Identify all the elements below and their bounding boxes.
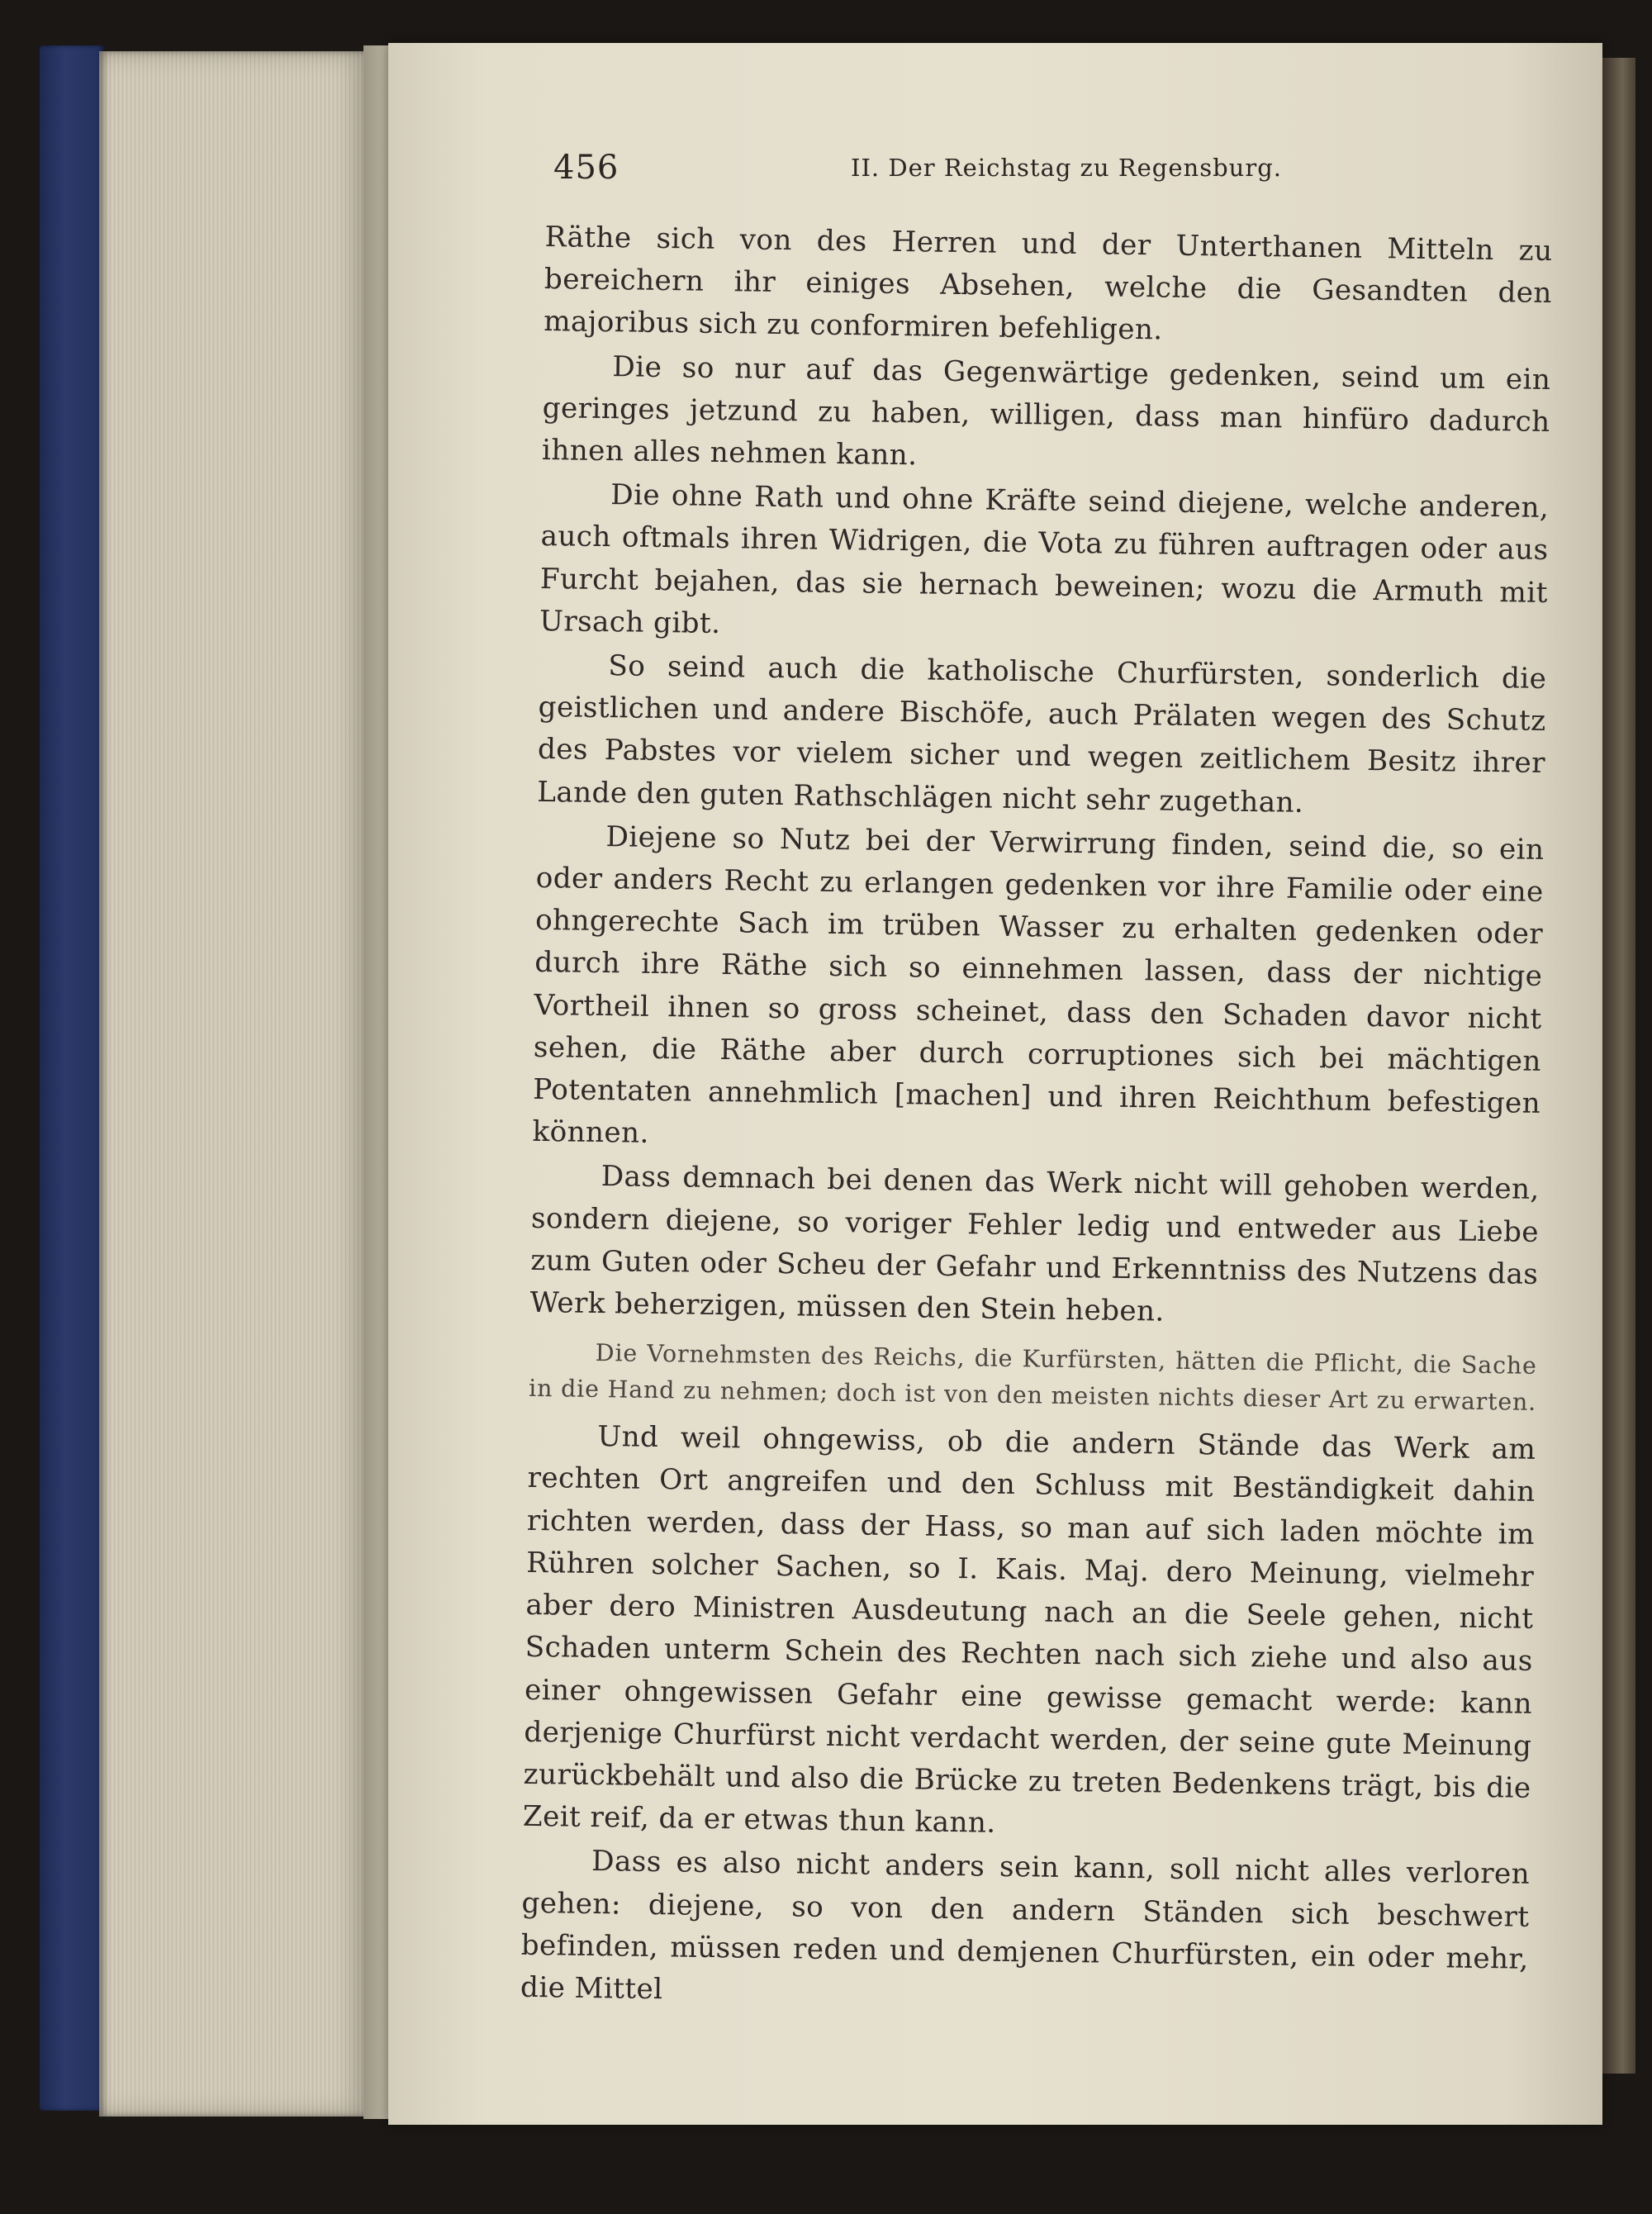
paragraph: Dass demnach bei denen das Werk nicht will gehoben werden, sondern diejene, so voriger Fehler ledig und entweder aus Liebe zum Guten oder Scheu der Gefahr und Erkenntniss des Nutzens das Werk beherzigen, müssen den Stein heben. xyxy=(529,1160,1540,1328)
summary-note: Die Vornehmsten des Reichs, die Kurfürsten, hätten die Pflicht, die Sache in die Hand zu nehmen; doch ist von den meisten nichts dieser Art zu erwarten. xyxy=(528,1339,1537,1417)
book-cover-binding xyxy=(40,45,104,2111)
paragraph: Räthe sich von des Herren und der Unterthanen Mitteln zu bereichern ihr einiges Absehen, welche die Gesandten den majoribus sich zu conformiren befehligen. xyxy=(543,220,1553,347)
adjacent-page-edge xyxy=(1602,58,1635,2074)
paragraph: Die ohne Rath und ohne Kräfte seind diejene, welche anderen, auch oftmals ihren Widrigen, die Vota zu führen auftragen oder aus Furcht bejahen, das sie hernach beweinen; wozu die Armuth mit Ursach gibt. xyxy=(539,478,1550,640)
paragraph: Diejene so Nutz bei der Verwirrung finden, seind die, so ein oder anders Recht zu erlangen gedenken vor ihre Familie oder eine ohngerechte Sach im trüben Wasser zu erhalten gedenken oder durch ihre Räthe sich so einnehmen lassen, dass der nichtige Vortheil ihnen so gross scheinet, dass den Schaden davor nicht sehen, die Räthe aber durch corruptiones sich bei mächtigen Potentaten annehmlich [machen] und ihren Reichthum befestigen können. xyxy=(532,820,1545,1151)
page-body xyxy=(520,216,1553,2023)
page-number: 456 xyxy=(553,149,620,187)
page-edges xyxy=(99,51,372,2117)
paragraph: Die so nur auf das Gegenwärtige gedenken, seind um ein geringes jetzund zu haben, willigen, dass man hinfüro dadurch ihnen alles nehmen kann. xyxy=(541,349,1551,473)
paragraph: Dass es also nicht anders sein kann, soll nicht alles verloren gehen: diejene, so von den andern Ständen sich beschwert befinden, müssen reden und demjenen Churfürsten, ein oder mehr, die Mittel xyxy=(520,1845,1531,2007)
page-header xyxy=(553,149,1545,190)
running-head: II. Der Reichstag zu Regensburg. xyxy=(851,154,1282,182)
paragraph: So seind auch die katholische Churfürsten, sonderlich die geistlichen und andere Bischöfe, auch Prälaten wegen des Schutz des Pabstes vor vielem sicher und wegen zeitlichem Besitz ihrer Lande den guten Rathschlägen nicht sehr zugethan. xyxy=(536,649,1547,820)
paragraph: Und weil ohngewiss, ob die andern Stände das Werk am rechten Ort angreifen und den Schluss mit Beständigkeit dahin richten werden, dass der Hass, so man auf sich laden möchte im Rühren solcher Sachen, so I. Kais. Maj. dero Meinung, vielmehr aber dero Ministren Ausdeutung nach an die Seele gehen, nicht Schaden unterm Schein des Rechten nach sich ziehe und also aus einer ohngewissen Gefahr eine gewisse gemacht werde: kann derjenige Churfürst nicht verdacht werden, der seine gute Meinung zurückbehält und also die Brücke zu treten Bedenkens trägt, bis die Zeit reif, da er etwas thun kann. xyxy=(522,1420,1536,1840)
